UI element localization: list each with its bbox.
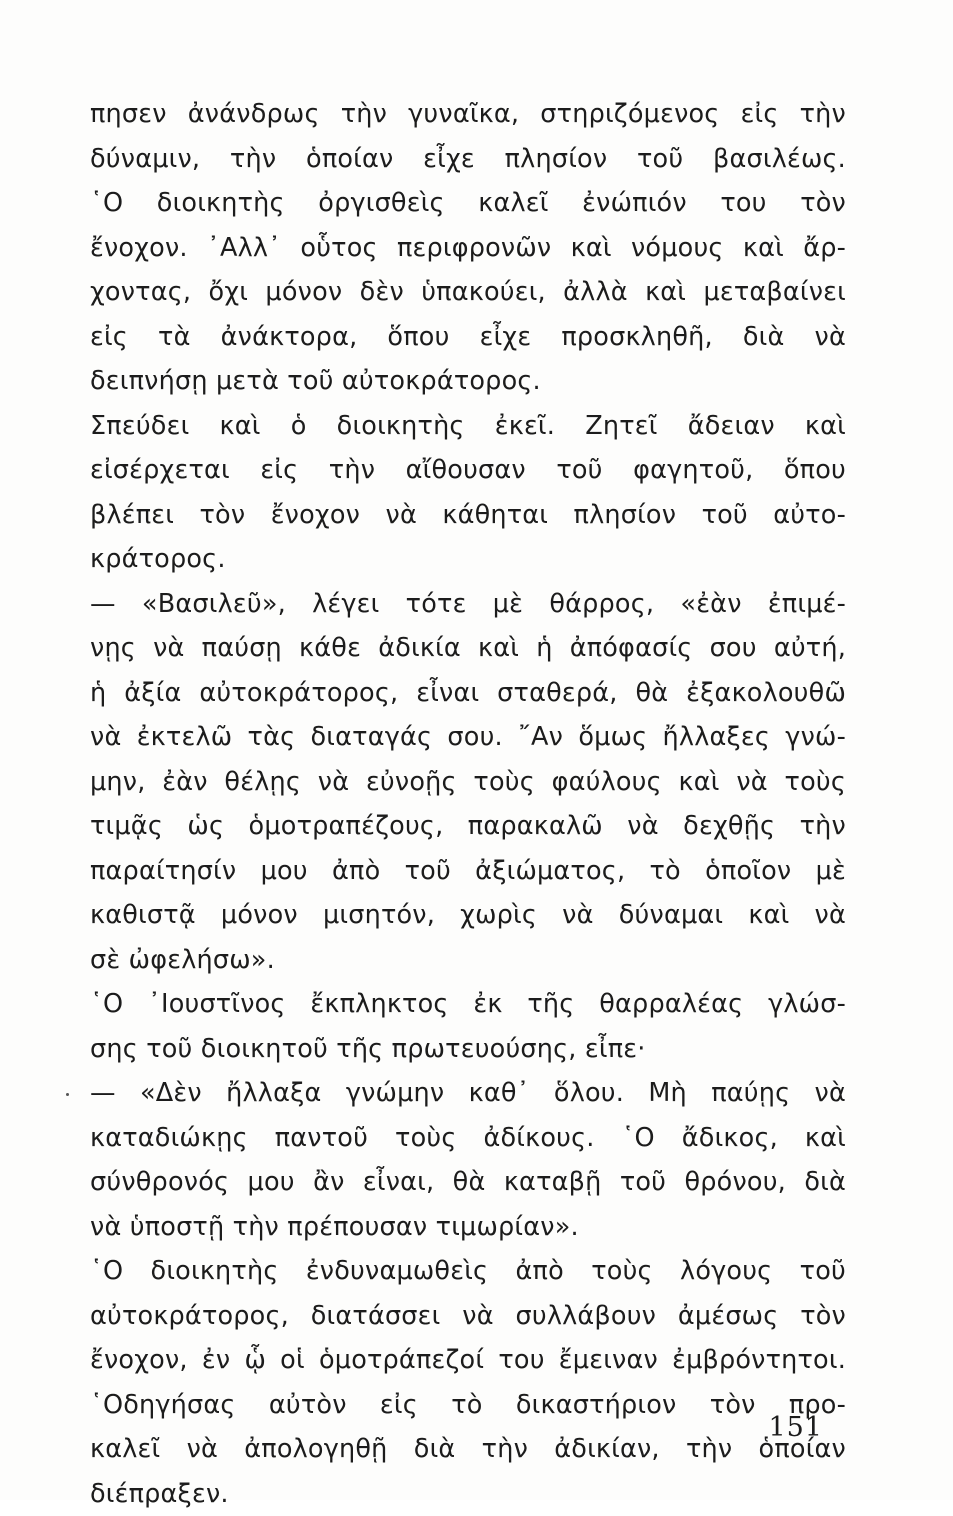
text-line: μην, ἐὰν θέλῃς νὰ εὐνοῇς τοὺς φαύλους καὶ νὰ τοὺς <box>90 760 846 805</box>
text-line: καλεῖ νὰ ἀπολογηθῇ διὰ τὴν ἀδικίαν, τὴν ὁποίαν <box>90 1427 846 1472</box>
text-line: ἔνοχον, ἐν ᾧ οἱ ὁμοτράπεζοί του ἔμειναν ἐμβρόντητοι. <box>90 1338 846 1383</box>
body-text <box>90 92 846 1516</box>
text-line: κράτορος. <box>90 537 846 582</box>
text-line: ῾Ο ᾿Ιουστῖνος ἔκπληκτος ἐκ τῆς θαρραλέας γλώσ- <box>90 982 846 1027</box>
text-line: νῃς νὰ παύσῃ κάθε ἀδικία καὶ ἡ ἀπόφασίς σου αὐτή, <box>90 626 846 671</box>
text-line: σύνθρονός μου ἂν εἶναι, θὰ καταβῇ τοῦ θρόνου, διὰ <box>90 1160 846 1205</box>
text-line: διέπραξεν. <box>90 1472 846 1516</box>
page-number: 151 <box>768 1412 823 1443</box>
text-line: δύναμιν, τὴν ὁποίαν εἶχε πλησίον τοῦ βασιλέως. <box>90 137 846 182</box>
text-line: χοντας, ὄχι μόνον δὲν ὑπακούει, ἀλλὰ καὶ μεταβαίνει <box>90 270 846 315</box>
text-line: πησεν ἀνάνδρως τὴν γυναῖκα, στηριζόμενος εἰς τὴν <box>90 92 846 137</box>
text-line: εἰσέρχεται εἰς τὴν αἴθουσαν τοῦ φαγητοῦ, ὅπου <box>90 448 846 493</box>
text-line: καθιστᾷ μόνον μισητόν, χωρὶς νὰ δύναμαι καὶ νὰ <box>90 893 846 938</box>
text-line: — «Βασιλεῦ», λέγει τότε μὲ θάρρος, «ἐὰν ἐπιμέ- <box>90 582 846 627</box>
text-line: ῾Ο διοικητὴς ἐνδυναμωθεὶς ἀπὸ τοὺς λόγους τοῦ <box>90 1249 846 1294</box>
text-line: ῾Ο διοικητὴς ὀργισθεὶς καλεῖ ἐνώπιόν του τὸν <box>90 181 846 226</box>
text-line: Σπεύδει καὶ ὁ διοικητὴς ἐκεῖ. Ζητεῖ ἄδειαν καὶ <box>90 404 846 449</box>
text-line: τιμᾷς ὡς ὁμοτραπέζους, παρακαλῶ νὰ δεχθῇς τὴν <box>90 804 846 849</box>
text-line: αὐτοκράτορος, διατάσσει νὰ συλλάβουν ἀμέσως τὸν <box>90 1294 846 1339</box>
margin-mark <box>66 1093 69 1096</box>
text-line: νὰ ὑποστῇ τὴν πρέπουσαν τιμωρίαν». <box>90 1205 846 1250</box>
text-line: βλέπει τὸν ἔνοχον νὰ κάθηται πλησίον τοῦ αὐτο- <box>90 493 846 538</box>
text-line: καταδιώκῃς παντοῦ τοὺς ἀδίκους. ῾Ο ἄδικος, καὶ <box>90 1116 846 1161</box>
text-line: σης τοῦ διοικητοῦ τῆς πρωτευούσης, εἶπε· <box>90 1027 846 1072</box>
text-line: νὰ ἐκτελῶ τὰς διαταγάς σου. ῎Αν ὅμως ἤλλαξες γνώ- <box>90 715 846 760</box>
text-line: δειπνήσῃ μετὰ τοῦ αὐτοκράτορος. <box>90 359 846 404</box>
text-line: ἡ ἀξία αὐτοκράτορος, εἶναι σταθερά, θὰ ἐξακολουθῶ <box>90 671 846 716</box>
text-line: εἰς τὰ ἀνάκτορα, ὅπου εἶχε προσκληθῆ, διὰ νὰ <box>90 315 846 360</box>
text-line: ἔνοχον. ᾿Αλλ᾿ οὗτος περιφρονῶν καὶ νόμους καὶ ἄρ- <box>90 226 846 271</box>
text-line: — «Δὲν ἤλλαξα γνώμην καθ᾿ ὅλου. Μὴ παύῃς νὰ <box>90 1071 846 1116</box>
text-line: παραίτησίν μου ἀπὸ τοῦ ἀξιώματος, τὸ ὁποῖον μὲ <box>90 849 846 894</box>
text-line: σὲ ὠφελήσω». <box>90 938 846 983</box>
text-line: ῾Οδηγήσας αὐτὸν εἰς τὸ δικαστήριον τὸν προ- <box>90 1383 846 1428</box>
